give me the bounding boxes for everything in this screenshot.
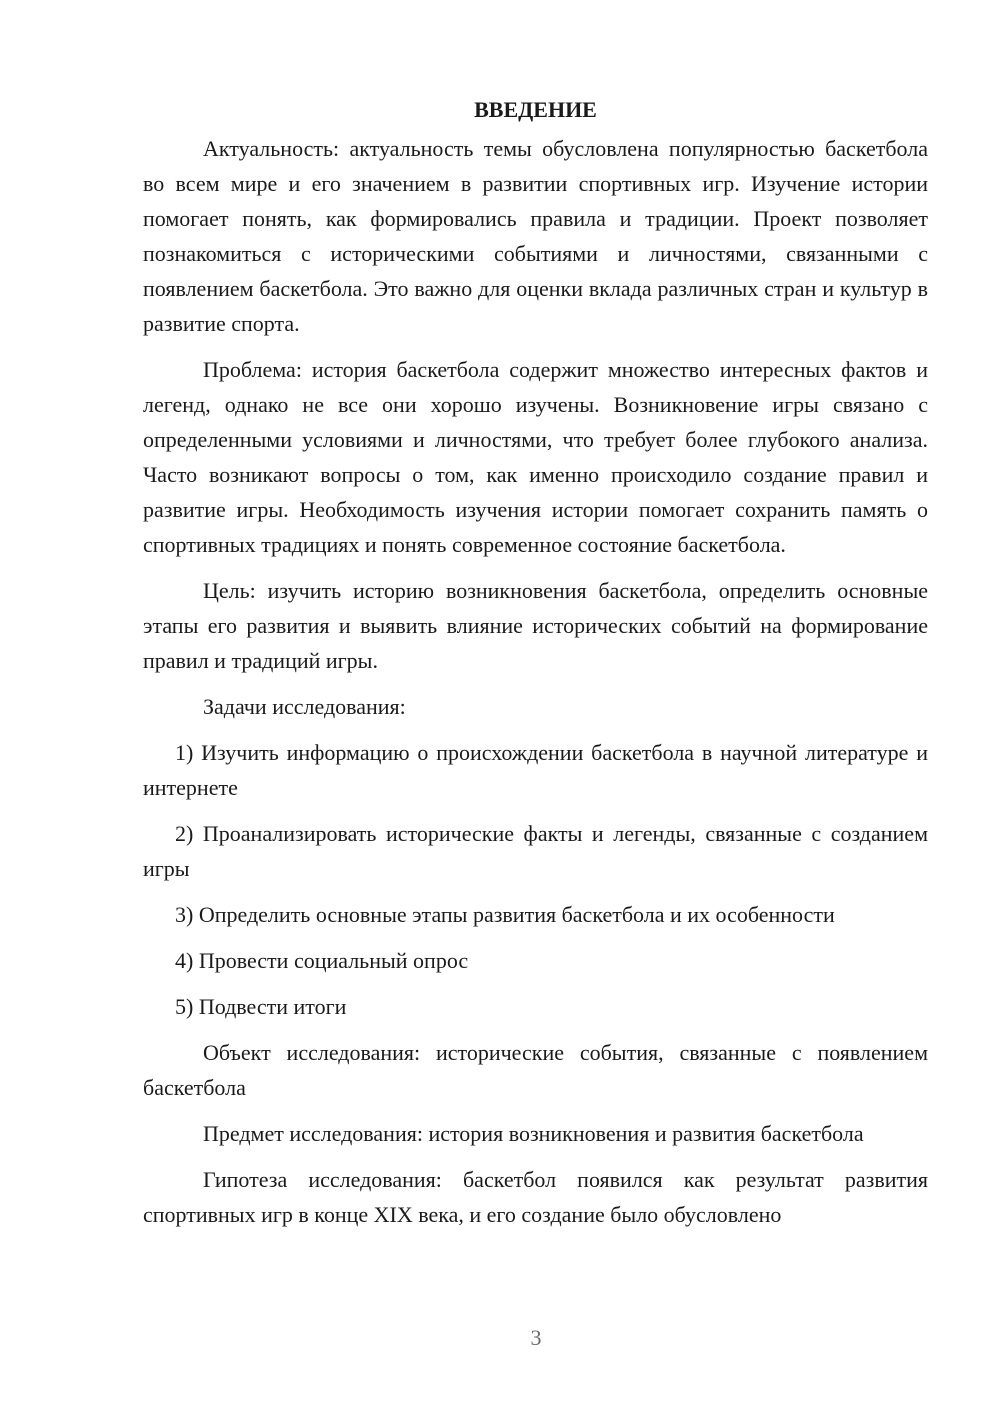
document-page [143, 92, 928, 1243]
problem-paragraph: Проблема: история баскетбола содержит множество интересных фактов и легенд, однако не все они хорошо изучены. Возникновение игры связано с определенными условиями и личностями, что требует более глубокого анализа. Часто возникают вопросы о том, как именно происходило создание правил и развитие игры. Необходимость изучения истории помогает сохранить память о спортивных традициях и понять современное состояние баскетбола. [143, 357, 928, 557]
hypothesis-paragraph: Гипотеза исследования: баскетбол появился как результат развития спортивных игр в конце XIX века, и его создание было обусловлено [143, 1167, 928, 1227]
object-paragraph: Объект исследования: исторические события, связанные с появлением баскетбола [143, 1040, 928, 1100]
task-item-2: 2) Проанализировать исторические факты и легенды, связанные с созданием игры [143, 821, 928, 881]
task-item-4: 4) Провести социальный опрос [175, 948, 469, 973]
page-number: 3 [530, 1325, 542, 1350]
task-item-3: 3) Определить основные этапы развития баскетбола и их особенности [175, 902, 835, 927]
page-title: ВВЕДЕНИЕ [474, 97, 597, 122]
tasks-heading: Задачи исследования: [203, 694, 406, 719]
subject-paragraph: Предмет исследования: история возникновения и развития баскетбола [203, 1121, 864, 1146]
relevance-paragraph: Актуальность: актуальность темы обусловлена популярностью баскетбола во всем мире и его значением в развитии спортивных игр. Изучение истории помогает понять, как формировались правила и традиции. Проект позволяет познакомиться с историческими событиями и личностями, связанными с появлением баскетбола. Это важно для оценки вклада различных стран и культур в развитие спорта. [143, 136, 928, 336]
task-item-5: 5) Подвести итоги [175, 994, 347, 1019]
task-item-1: 1) Изучить информацию о происхождении баскетбола в научной литературе и интернете [143, 740, 928, 800]
goal-paragraph: Цель: изучить историю возникновения баскетбола, определить основные этапы его развития и выявить влияние исторических событий на формирование правил и традиций игры. [143, 578, 928, 673]
